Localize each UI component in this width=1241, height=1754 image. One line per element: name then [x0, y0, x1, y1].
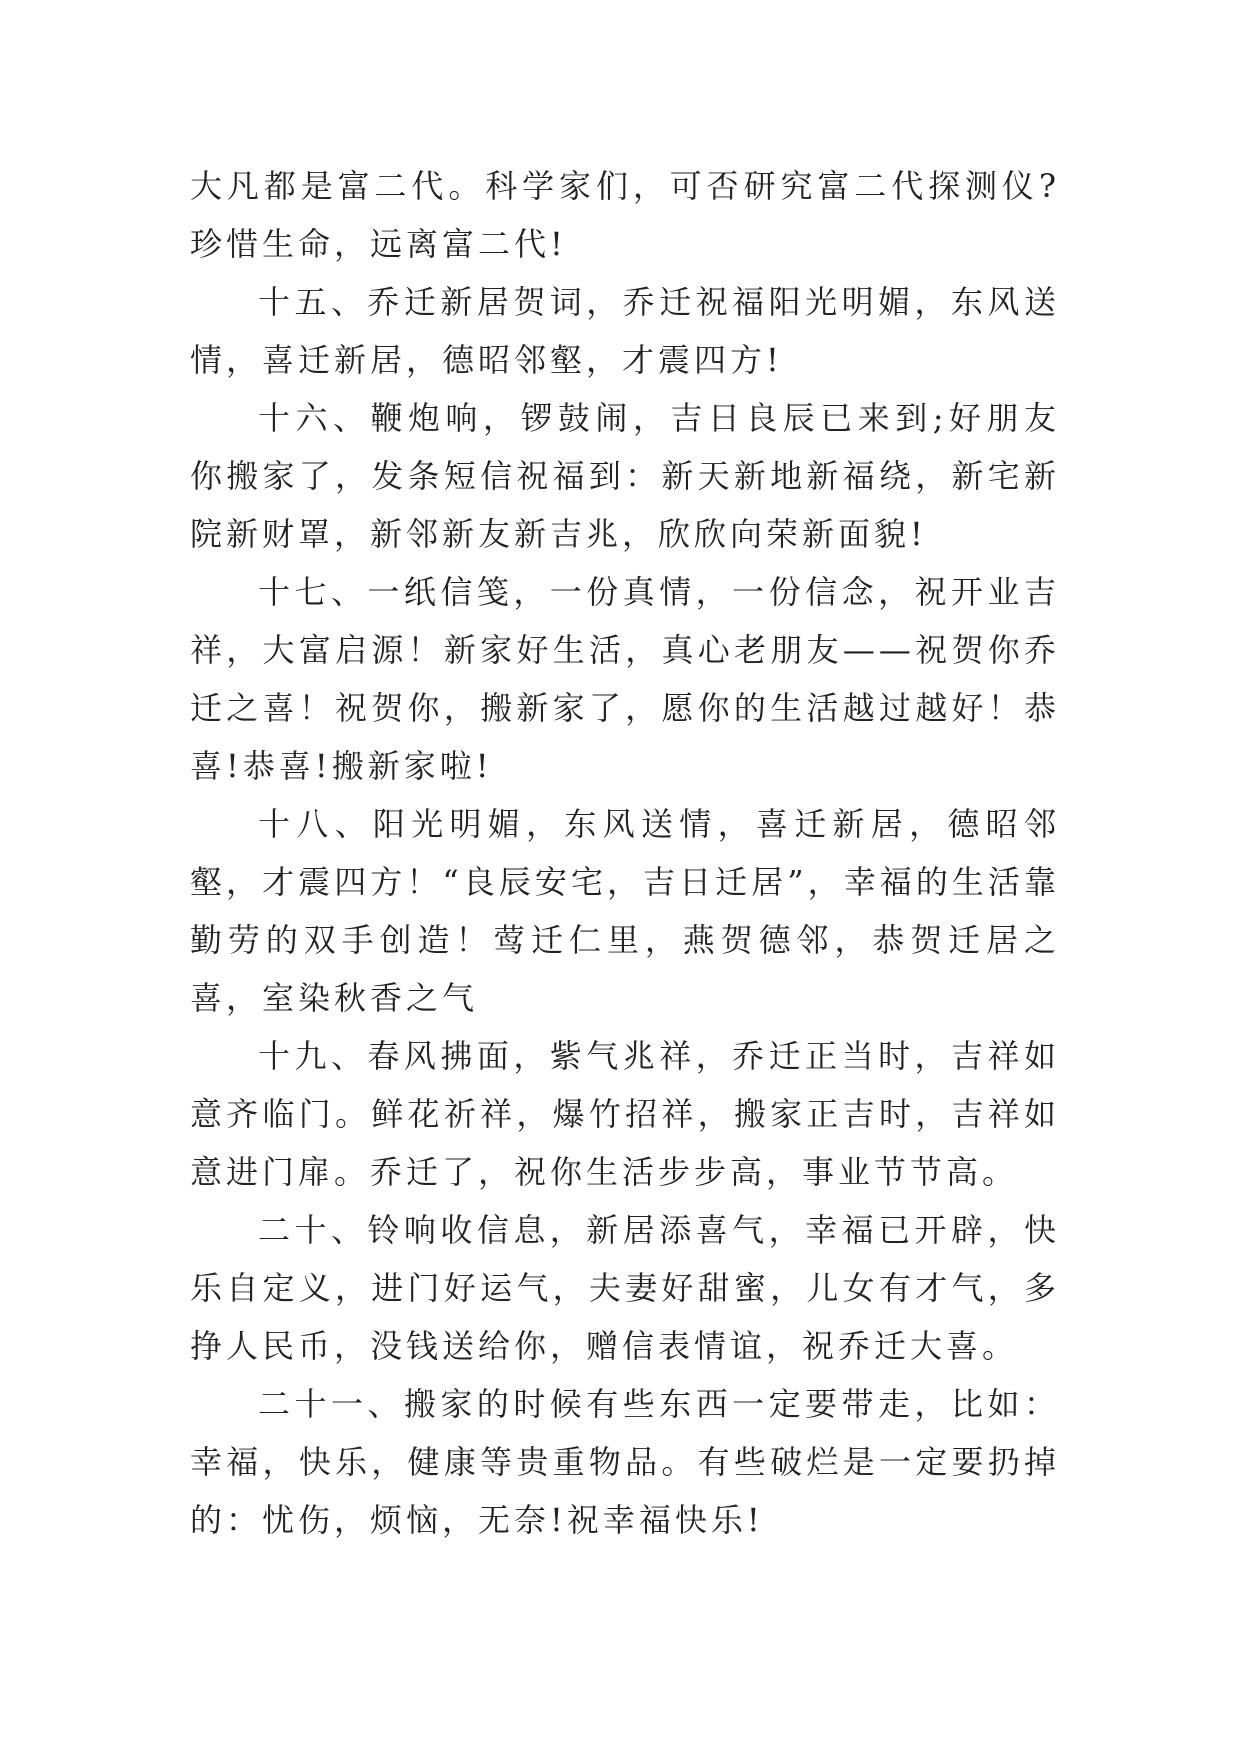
paragraph-4: 十七、一纸信笺，一份真情，一份信念，祝开业吉祥，大富启源！新家好生活，真心老朋友——祝贺你乔迁之喜！祝贺你，搬新家了，愿你的生活越过越好！恭喜!恭喜!搬新家啦! [190, 573, 1060, 785]
paragraph-1: 大凡都是富二代。科学家们，可否研究富二代探测仪?珍惜生命，远离富二代! [190, 167, 1060, 263]
paragraph-8: 二十一、搬家的时候有些东西一定要带走，比如：幸福，快乐，健康等贵重物品。有些破烂是一定要扔掉的：忧伤，烦恼，无奈!祝幸福快乐! [190, 1385, 1060, 1539]
paragraph-2: 十五、乔迁新居贺词，乔迁祝福阳光明媚，东风送情，喜迁新居，德昭邻壑，才震四方! [190, 283, 1060, 379]
document-body [190, 157, 1060, 1549]
paragraph-3: 十六、鞭炮响，锣鼓闹，吉日良辰已来到;好朋友你搬家了，发条短信祝福到：新天新地新福绕，新宅新院新财罩，新邻新友新吉兆，欣欣向荣新面貌! [190, 399, 1060, 553]
paragraph-6: 十九、春风拂面，紫气兆祥，乔迁正当时，吉祥如意齐临门。鲜花祈祥，爆竹招祥，搬家正吉时，吉祥如意进门扉。乔迁了，祝你生活步步高，事业节节高。 [190, 1037, 1060, 1191]
paragraph-7: 二十、铃响收信息，新居添喜气，幸福已开辟，快乐自定义，进门好运气，夫妻好甜蜜，儿女有才气，多挣人民币，没钱送给你，赠信表情谊，祝乔迁大喜。 [190, 1211, 1060, 1365]
paragraph-5: 十八、阳光明媚，东风送情，喜迁新居，德昭邻壑，才震四方！“良辰安宅，吉日迁居”，幸福的生活靠勤劳的双手创造！莺迁仁里，燕贺德邻，恭贺迁居之喜，室染秋香之气 [190, 805, 1060, 1017]
